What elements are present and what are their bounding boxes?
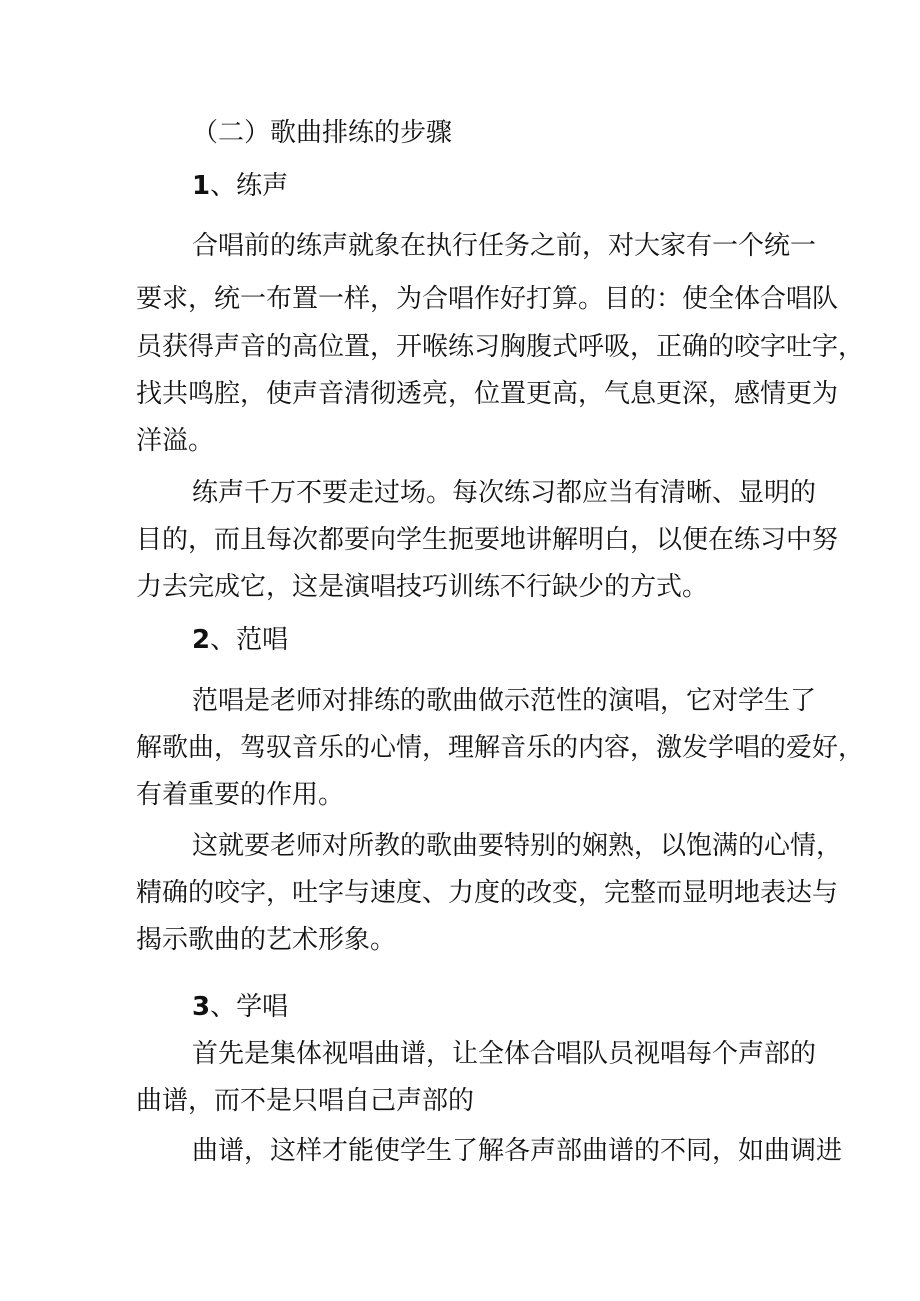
paragraph-line: 员获得声音的高位置，开喉练习胸腹式呼吸，正确的咬字吐字， [136, 332, 865, 362]
step-3-label: 、学唱 [210, 992, 289, 1022]
step-2-number: 2 [192, 625, 211, 655]
section-title: （二）歌曲排练的步骤 [192, 118, 453, 148]
paragraph-line: 范唱是老师对排练的歌曲做示范性的演唱，它对学生了 [192, 686, 817, 716]
paragraph-line: 精确的咬字，吐字与速度、力度的改变，完整而显明地表达与 [136, 878, 839, 908]
paragraph-line: 合唱前的练声就象在执行任务之前，对大家有一个统一 [192, 231, 817, 261]
step-1-number: 1 [192, 171, 211, 201]
paragraph-line: 揭示歌曲的艺术形象。 [136, 925, 397, 955]
step-2-heading [192, 623, 288, 657]
paragraph-line: 洋溢。 [136, 426, 215, 456]
step-1-label: 、练声 [210, 171, 289, 201]
step-2-label: 、范唱 [210, 625, 289, 655]
paragraph-line: 首先是集体视唱曲谱，让全体合唱队员视唱每个声部的 [192, 1039, 817, 1069]
paragraph-line: 有着重要的作用。 [136, 780, 345, 810]
step-1-heading [192, 169, 288, 203]
paragraph-line: 目的，而且每次都要向学生扼要地讲解明白，以便在练习中努 [136, 525, 839, 555]
paragraph-line: 曲谱，这样才能使学生了解各声部曲谱的不同，如曲调进 [192, 1136, 843, 1166]
paragraph-line: 力去完成它，这是演唱技巧训练不行缺少的方式。 [136, 572, 709, 602]
paragraph-line: 曲谱，而不是只唱自己声部的 [136, 1086, 475, 1116]
step-3-heading [192, 990, 288, 1024]
paragraph-line: 要求，统一布置一样，为合唱作好打算。目的：使全体合唱队 [136, 284, 839, 314]
paragraph-line: 练声千万不要走过场。每次练习都应当有清晰、显明的 [192, 478, 817, 508]
step-3-number: 3 [192, 992, 211, 1022]
paragraph-line: 解歌曲，驾驭音乐的心情，理解音乐的内容，激发学唱的爱好， [136, 733, 865, 763]
paragraph-line: 找共鸣腔，使声音清彻透亮，位置更高，气息更深，感情更为 [136, 379, 839, 409]
paragraph-line: 这就要老师对所教的歌曲要特别的娴熟，以饱满的心情， [192, 831, 843, 861]
